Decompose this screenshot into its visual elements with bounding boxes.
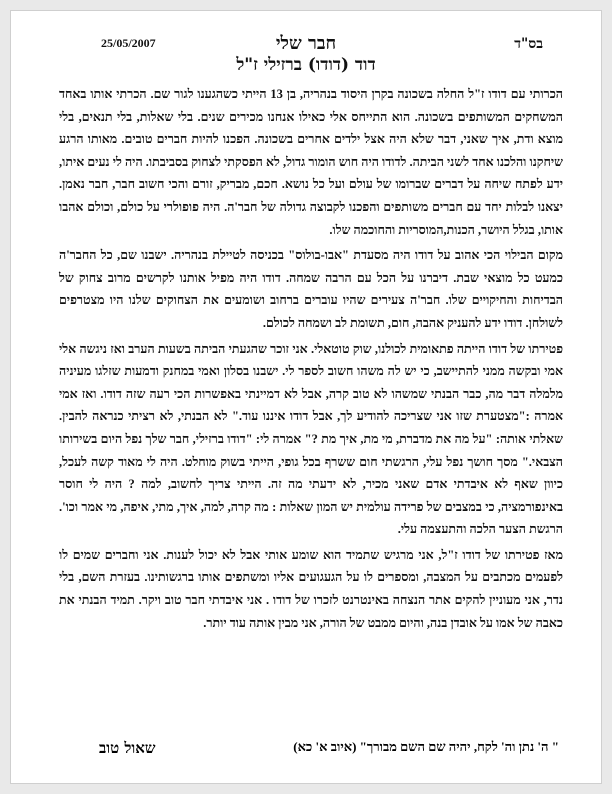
paragraph-4: מאז פטירתו של דודו ז"ל, אני מרגיש שתמיד הוא שומע אותי אבל לא יכול לענות. אני וחברים שמים לו לפעמים מכתבים על המצבה, ומספרים לו על הגעגועים אליו ומשתפים אותו ברגשותינו. בעזרת השם, בלי נדר, אני מעוניין להקים אתר הנצחה באינטרנט לזכרו של דודו . אני איבדתי חבר טוב ויקר. תמיד הבנתי את כאבה של אמו על אובדן בנה, והיום ממבט של הורה, אני מבין אותה עוד יותר. (59, 547, 563, 630)
signature: שאול טוב (99, 739, 156, 757)
document-page (10, 10, 602, 784)
closing-verse: " ה' נתן וה' לקח, יהיה שם השם מבורך" (איוב א' כא) (293, 739, 559, 754)
paragraph-3: פטירתו של דודו הייתה פתאומית לכולנו, שוק טוטאלי. אני זוכר שהגעתי הביתה בשעות הערב ואז ניגשה אלי אמי ובקשה ממני להתיישב, כי יש לה משהו חשוב לספר לי. ישבנו בסלון ואמי במחנק ודמעות שזלגו מעיניה מלמלה דבר מה, כבר הבנתי שמשהו לא טוב קרה, אבל לא דמיינתי באפשרות הכי רעה שזה דודו. ואז אמי אמרה :"מצטערת שזו אני שצריכה להודיע לך, אבל דודו איננו עוד." לא הבנתי, לא רציתי כנראה להבין. שאלתי אותה: "על מה את מדברת, מי מת, איך מת ?" אמרה לי: "דודו ברזילי, חבר שלך נפל היום בשירותו הצבאי." מסך חושך נפל עלי, הרגשתי חום ששרף בכל גופי, הייתי בשוק מוחלט. היה לי מאוד קשה לעכל, כיוון שאף לא איבדתי אדם שאני מכיר, לא ידעתי מה זה. הייתי צריך לחשוב, למה ? היה לי חוסר באינפורמציה, כי במצבים של פרידה עולמית יש המון שאלות : מה קרה, למה, איך, מתי, איפה, מי אמר וכו'. הרגשת הצער הלכה והתעצמה עלי. (59, 341, 563, 537)
paragraph-1: הכרותי עם דודו ז"ל החלה בשכונה בקרן היסוד בנהריה, בן 13 הייתי כשהגענו לגור שם. הכרתי אותו באחד המשחקים המשותפים בשכונה. הוא התייחס אלי כאילו אנחנו מכירים שנים. בלי שאלות, בלי תנאים, בלי מוצא ודת, איך שאני, דבר שלא היה אצל ילדים אחרים בשכונה. הפכנו להיות חברים טובים. מאותו הרגע שיחקנו והלכנו אחד לשני הביתה. לדודו היה חוש הומור גדול, לא הפסקתי לצחוק בסביבתו. היה לי נעים איתו, ידע לפתח שיחה על דברים שברומו של עולם ועל כל נושא. חכם, מבריק, זורם והכי חשוב חבר, חבר נאמן. יצאנו לבלות יחד עם חברים משותפים והפכנו לקבוצה גדולה של חבר'ה. היה פופולרי על כולם, וכולם אהבו אותו, בגלל היושר, הכנות,המוסריות והחוכמה שלו. (59, 87, 563, 237)
document-title: חבר שלי (275, 33, 337, 54)
document-body (59, 83, 563, 637)
document-date: 25/05/2007 (101, 36, 156, 50)
document-subtitle: דוד (דודו) ברזילי ז"ל (236, 55, 376, 75)
paragraph-2: מקום הבילוי הכי אהוב על דודו היה מסעדת "אבו-בולוס" בכניסה לטיילת בנהריה. ישבנו שם, כל החבר'ה כמעט כל מוצאי שבת. דיברנו על הכל עם הרבה שמחה. דודו היה מפיל אותנו לקרשים מרוב צחוק של הבדיחות והחיקויים שלו. חבר'ה צעירים שהיו עוברים ברחוב ושומעים את הצחוקים שלנו היו מצטרפים לשולחן. דודו ידע להעניק אהבה, חום, תשומת לב ושמחה לכולם. (59, 248, 563, 330)
besiyata-dishmaya-mark: בס"ד (514, 36, 543, 52)
